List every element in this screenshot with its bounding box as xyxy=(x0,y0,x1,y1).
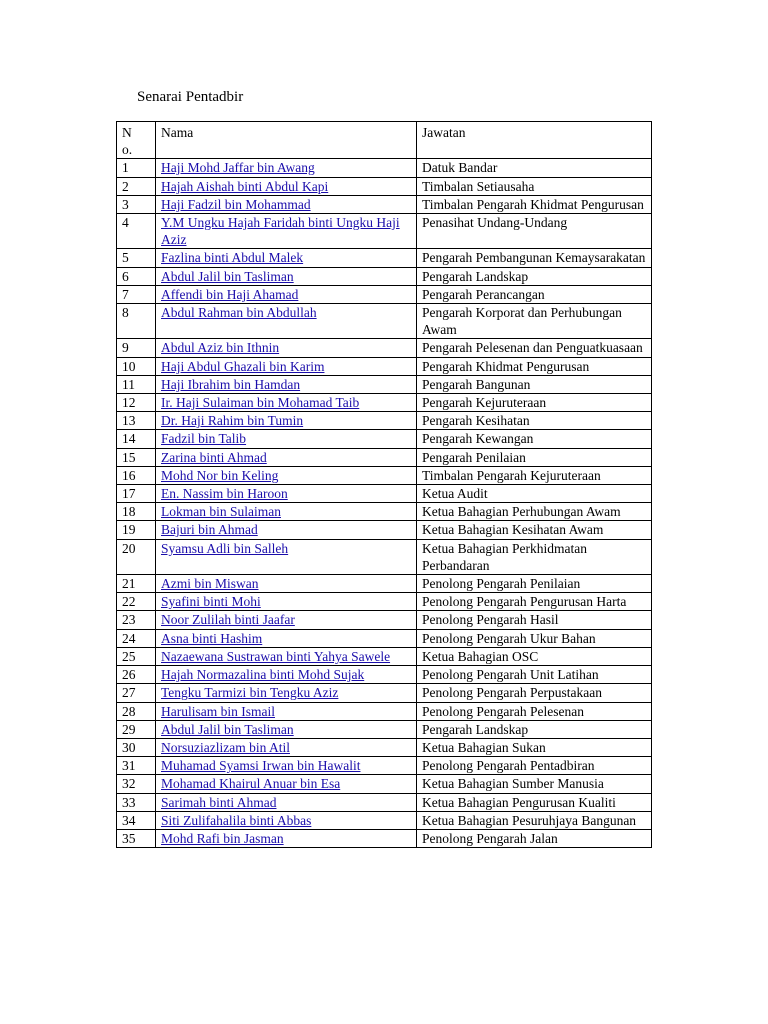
row-name-cell xyxy=(156,775,417,793)
row-position: Ketua Bahagian Kesihatan Awam xyxy=(417,521,652,539)
name-link[interactable]: Fadzil bin Talib xyxy=(161,431,247,447)
name-link[interactable]: Lokman bin Sulaiman xyxy=(161,504,281,520)
row-name-cell xyxy=(156,684,417,702)
row-name-cell xyxy=(156,375,417,393)
table-header-row xyxy=(117,122,652,159)
table-row xyxy=(117,304,652,339)
row-position: Penolong Pengarah Pelesenan xyxy=(417,702,652,720)
table-row xyxy=(117,177,652,195)
table-row xyxy=(117,702,652,720)
table-row xyxy=(117,629,652,647)
table-row xyxy=(117,539,652,574)
table-row xyxy=(117,249,652,267)
name-link[interactable]: Muhamad Syamsi Irwan bin Hawalit xyxy=(161,758,361,774)
row-number: 11 xyxy=(117,375,156,393)
name-link[interactable]: Mohamad Khairul Anuar bin Esa xyxy=(161,776,341,792)
column-header-jawatan: Jawatan xyxy=(417,122,652,159)
row-name-cell xyxy=(156,357,417,375)
row-number: 27 xyxy=(117,684,156,702)
table-row xyxy=(117,775,652,793)
row-name-cell xyxy=(156,267,417,285)
name-link[interactable]: Y.M Ungku Hajah Faridah binti Ungku Haji Aziz xyxy=(161,215,400,248)
name-link[interactable]: Fazlina binti Abdul Malek xyxy=(161,250,304,266)
row-number: 15 xyxy=(117,448,156,466)
name-link[interactable]: Hajah Aishah binti Abdul Kapi xyxy=(161,178,329,194)
row-name-cell xyxy=(156,593,417,611)
row-position: Penolong Pengarah Ukur Bahan xyxy=(417,629,652,647)
row-number: 7 xyxy=(117,285,156,303)
row-position: Penolong Pengarah Pentadbiran xyxy=(417,757,652,775)
administrators-table xyxy=(116,121,652,848)
row-number: 25 xyxy=(117,647,156,665)
row-position: Ketua Bahagian Perhubungan Awam xyxy=(417,503,652,521)
row-number: 6 xyxy=(117,267,156,285)
row-name-cell xyxy=(156,611,417,629)
row-name-cell xyxy=(156,430,417,448)
row-name-cell xyxy=(156,666,417,684)
row-position: Ketua Bahagian Pesuruhjaya Bangunan xyxy=(417,811,652,829)
table-row xyxy=(117,285,652,303)
table-row xyxy=(117,611,652,629)
table-row xyxy=(117,647,652,665)
row-number: 16 xyxy=(117,466,156,484)
table-row xyxy=(117,684,652,702)
row-number: 1 xyxy=(117,159,156,177)
row-number: 9 xyxy=(117,339,156,357)
name-link[interactable]: Abdul Rahman bin Abdullah xyxy=(161,305,317,321)
row-name-cell xyxy=(156,159,417,177)
name-link[interactable]: Norsuziazlizam bin Atil xyxy=(161,739,290,755)
table-row xyxy=(117,720,652,738)
table-row xyxy=(117,521,652,539)
name-link[interactable]: Dr. Haji Rahim bin Tumin xyxy=(161,413,304,429)
row-number: 8 xyxy=(117,304,156,339)
row-name-cell xyxy=(156,485,417,503)
row-position: Pengarah Korporat dan Perhubungan Awam xyxy=(417,304,652,339)
name-link[interactable]: Asna binti Hashim xyxy=(161,630,263,646)
row-name-cell xyxy=(156,304,417,339)
row-position: Pengarah Khidmat Pengurusan xyxy=(417,357,652,375)
table-row xyxy=(117,666,652,684)
row-position: Ketua Bahagian Perkhidmatan Perbandaran xyxy=(417,539,652,574)
table-row xyxy=(117,811,652,829)
row-number: 24 xyxy=(117,629,156,647)
page-title: Senarai Pentadbir xyxy=(137,89,244,105)
row-number: 26 xyxy=(117,666,156,684)
row-name-cell xyxy=(156,829,417,847)
row-name-cell xyxy=(156,720,417,738)
name-link[interactable]: Haji Abdul Ghazali bin Karim xyxy=(161,358,325,374)
row-number: 14 xyxy=(117,430,156,448)
table-row xyxy=(117,375,652,393)
table-row xyxy=(117,394,652,412)
row-position: Pengarah Landskap xyxy=(417,720,652,738)
row-name-cell xyxy=(156,738,417,756)
row-number: 19 xyxy=(117,521,156,539)
row-position: Timbalan Pengarah Kejuruteraan xyxy=(417,466,652,484)
name-link[interactable]: En. Nassim bin Haroon xyxy=(161,486,288,502)
row-name-cell xyxy=(156,647,417,665)
row-position: Penolong Pengarah Penilaian xyxy=(417,575,652,593)
column-header-nama: Nama xyxy=(156,122,417,159)
row-position: Ketua Bahagian Pengurusan Kualiti xyxy=(417,793,652,811)
table-row xyxy=(117,339,652,357)
name-link[interactable]: Zarina binti Ahmad xyxy=(161,449,267,465)
name-link[interactable]: Siti Zulifahalila binti Abbas xyxy=(161,812,312,828)
row-number: 33 xyxy=(117,793,156,811)
table-row xyxy=(117,159,652,177)
table-row xyxy=(117,757,652,775)
row-name-cell xyxy=(156,448,417,466)
row-number: 18 xyxy=(117,503,156,521)
row-number: 30 xyxy=(117,738,156,756)
row-position: Penolong Pengarah Perpustakaan xyxy=(417,684,652,702)
row-position: Penolong Pengarah Jalan xyxy=(417,829,652,847)
row-position: Pengarah Kewangan xyxy=(417,430,652,448)
row-number: 31 xyxy=(117,757,156,775)
name-link[interactable]: Azmi bin Miswan xyxy=(161,576,259,592)
table-row xyxy=(117,412,652,430)
row-position: Pengarah Penilaian xyxy=(417,448,652,466)
name-link[interactable]: Harulisam bin Ismail xyxy=(161,703,275,719)
table-row xyxy=(117,575,652,593)
row-number: 5 xyxy=(117,249,156,267)
row-number: 10 xyxy=(117,357,156,375)
row-name-cell xyxy=(156,539,417,574)
row-position: Ketua Bahagian OSC xyxy=(417,647,652,665)
name-link[interactable]: Nazaewana Sustrawan binti Yahya Sawele xyxy=(161,648,391,664)
row-position: Datuk Bandar xyxy=(417,159,652,177)
table-row xyxy=(117,430,652,448)
row-position: Ketua Bahagian Sumber Manusia xyxy=(417,775,652,793)
table-row xyxy=(117,466,652,484)
row-name-cell xyxy=(156,285,417,303)
table-row xyxy=(117,738,652,756)
row-number: 2 xyxy=(117,177,156,195)
row-position: Ketua Audit xyxy=(417,485,652,503)
row-name-cell xyxy=(156,575,417,593)
name-link[interactable]: Abdul Aziz bin Ithnin xyxy=(161,340,280,356)
table-row xyxy=(117,448,652,466)
name-link[interactable]: Noor Zulilah binti Jaafar xyxy=(161,612,295,628)
table-row xyxy=(117,357,652,375)
row-position: Penolong Pengarah Hasil xyxy=(417,611,652,629)
row-name-cell xyxy=(156,412,417,430)
row-name-cell xyxy=(156,177,417,195)
row-number: 34 xyxy=(117,811,156,829)
row-name-cell xyxy=(156,811,417,829)
row-position: Pengarah Perancangan xyxy=(417,285,652,303)
row-position: Pengarah Landskap xyxy=(417,267,652,285)
name-link[interactable]: Haji Ibrahim bin Hamdan xyxy=(161,376,301,392)
row-name-cell xyxy=(156,214,417,249)
table-row xyxy=(117,195,652,213)
table-row xyxy=(117,503,652,521)
row-name-cell xyxy=(156,195,417,213)
row-name-cell xyxy=(156,339,417,357)
row-name-cell xyxy=(156,629,417,647)
row-position: Pengarah Pelesenan dan Penguatkuasaan xyxy=(417,339,652,357)
name-link[interactable]: Ir. Haji Sulaiman bin Mohamad Taib xyxy=(161,395,360,411)
name-link[interactable]: Affendi bin Haji Ahamad xyxy=(161,286,299,302)
row-position: Penasihat Undang-Undang xyxy=(417,214,652,249)
row-number: 20 xyxy=(117,539,156,574)
row-number: 35 xyxy=(117,829,156,847)
name-link[interactable]: Mohd Nor bin Keling xyxy=(161,467,279,483)
table-row xyxy=(117,214,652,249)
row-name-cell xyxy=(156,503,417,521)
name-link[interactable]: Abdul Jalil bin Tasliman xyxy=(161,268,294,284)
row-number: 4 xyxy=(117,214,156,249)
table-body xyxy=(117,159,652,848)
column-header-no: No. xyxy=(117,122,156,159)
row-number: 29 xyxy=(117,720,156,738)
table-row xyxy=(117,829,652,847)
row-number: 32 xyxy=(117,775,156,793)
row-position: Timbalan Pengarah Khidmat Pengurusan xyxy=(417,195,652,213)
row-number: 12 xyxy=(117,394,156,412)
row-name-cell xyxy=(156,793,417,811)
table-row xyxy=(117,485,652,503)
name-link[interactable]: Haji Fadzil bin Mohammad xyxy=(161,196,311,212)
table-row xyxy=(117,267,652,285)
name-link[interactable]: Syamsu Adli bin Salleh xyxy=(161,540,289,556)
row-number: 22 xyxy=(117,593,156,611)
row-position: Penolong Pengarah Unit Latihan xyxy=(417,666,652,684)
name-link[interactable]: Bajuri bin Ahmad xyxy=(161,522,258,538)
row-position: Pengarah Pembangunan Kemaysarakatan xyxy=(417,249,652,267)
row-position: Pengarah Kejuruteraan xyxy=(417,394,652,412)
row-number: 3 xyxy=(117,195,156,213)
row-position: Ketua Bahagian Sukan xyxy=(417,738,652,756)
name-link[interactable]: Sarimah binti Ahmad xyxy=(161,794,277,810)
row-number: 13 xyxy=(117,412,156,430)
table-row xyxy=(117,593,652,611)
row-name-cell xyxy=(156,249,417,267)
row-name-cell xyxy=(156,394,417,412)
row-number: 17 xyxy=(117,485,156,503)
row-position: Pengarah Bangunan xyxy=(417,375,652,393)
row-position: Pengarah Kesihatan xyxy=(417,412,652,430)
row-name-cell xyxy=(156,521,417,539)
table-row xyxy=(117,793,652,811)
row-position: Penolong Pengarah Pengurusan Harta xyxy=(417,593,652,611)
name-link[interactable]: Tengku Tarmizi bin Tengku Aziz xyxy=(161,685,339,701)
row-name-cell xyxy=(156,702,417,720)
name-link[interactable]: Haji Mohd Jaffar bin Awang xyxy=(161,160,315,176)
row-number: 28 xyxy=(117,702,156,720)
row-position: Timbalan Setiausaha xyxy=(417,177,652,195)
row-name-cell xyxy=(156,757,417,775)
row-name-cell xyxy=(156,466,417,484)
name-link[interactable]: Syafini binti Mohi xyxy=(161,594,261,610)
row-number: 21 xyxy=(117,575,156,593)
name-link[interactable]: Mohd Rafi bin Jasman xyxy=(161,830,284,846)
name-link[interactable]: Hajah Normazalina binti Mohd Sujak xyxy=(161,667,365,683)
name-link[interactable]: Abdul Jalil bin Tasliman xyxy=(161,721,294,737)
row-number: 23 xyxy=(117,611,156,629)
